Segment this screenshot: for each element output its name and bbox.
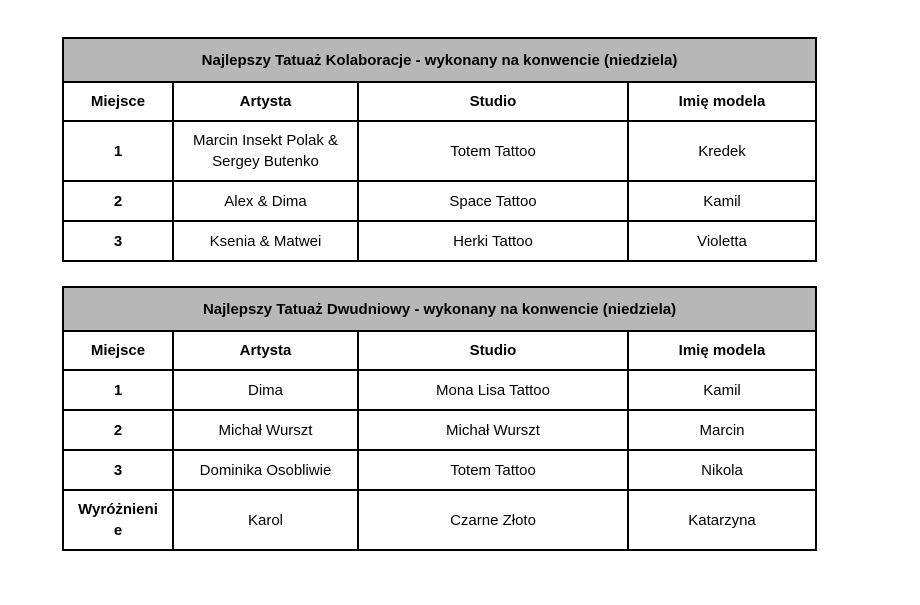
table-row <box>63 370 816 410</box>
column-header-miejsce: Miejsce <box>63 82 173 121</box>
cell-model-name: Katarzyna <box>628 490 816 550</box>
cell-artist: Ksenia & Matwei <box>173 221 358 261</box>
cell-artist: Dima <box>173 370 358 410</box>
table-row <box>63 490 816 550</box>
column-header-imie-modela: Imię modela <box>628 331 816 370</box>
awards-table-dwudniowy <box>62 286 817 551</box>
cell-artist: Dominika Osobliwie <box>173 450 358 490</box>
cell-studio: Space Tattoo <box>358 181 628 221</box>
cell-artist: Alex & Dima <box>173 181 358 221</box>
column-header-miejsce: Miejsce <box>63 331 173 370</box>
column-header-studio: Studio <box>358 331 628 370</box>
table-row <box>63 181 816 221</box>
cell-artist: Michał Wurszt <box>173 410 358 450</box>
cell-model-name: Marcin <box>628 410 816 450</box>
cell-studio: Totem Tattoo <box>358 121 628 181</box>
cell-studio: Czarne Złoto <box>358 490 628 550</box>
cell-model-name: Kamil <box>628 181 816 221</box>
table-header-row <box>63 331 816 370</box>
column-header-studio: Studio <box>358 82 628 121</box>
cell-model-name: Violetta <box>628 221 816 261</box>
cell-studio: Herki Tattoo <box>358 221 628 261</box>
cell-place: 3 <box>63 450 173 490</box>
awards-table-kolaboracje <box>62 37 817 262</box>
column-header-artysta: Artysta <box>173 82 358 121</box>
cell-place: 1 <box>63 121 173 181</box>
table-header-row <box>63 82 816 121</box>
table-row <box>63 121 816 181</box>
cell-studio: Michał Wurszt <box>358 410 628 450</box>
table-row <box>63 410 816 450</box>
cell-place: 2 <box>63 410 173 450</box>
column-header-artysta: Artysta <box>173 331 358 370</box>
cell-model-name: Kredek <box>628 121 816 181</box>
table-row <box>63 221 816 261</box>
cell-model-name: Kamil <box>628 370 816 410</box>
table-title-row <box>63 38 816 82</box>
cell-artist: Marcin Insekt Polak & Sergey Butenko <box>173 121 358 181</box>
cell-place: 2 <box>63 181 173 221</box>
cell-artist: Karol <box>173 490 358 550</box>
cell-place: 3 <box>63 221 173 261</box>
column-header-imie-modela: Imię modela <box>628 82 816 121</box>
cell-place: Wyróżnienie <box>63 490 173 550</box>
cell-studio: Totem Tattoo <box>358 450 628 490</box>
cell-model-name: Nikola <box>628 450 816 490</box>
table-title-row <box>63 287 816 331</box>
table-title: Najlepszy Tatuaż Dwudniowy - wykonany na konwencie (niedziela) <box>63 287 816 331</box>
cell-studio: Mona Lisa Tattoo <box>358 370 628 410</box>
cell-place: 1 <box>63 370 173 410</box>
table-title: Najlepszy Tatuaż Kolaboracje - wykonany na konwencie (niedziela) <box>63 38 816 82</box>
table-row <box>63 450 816 490</box>
